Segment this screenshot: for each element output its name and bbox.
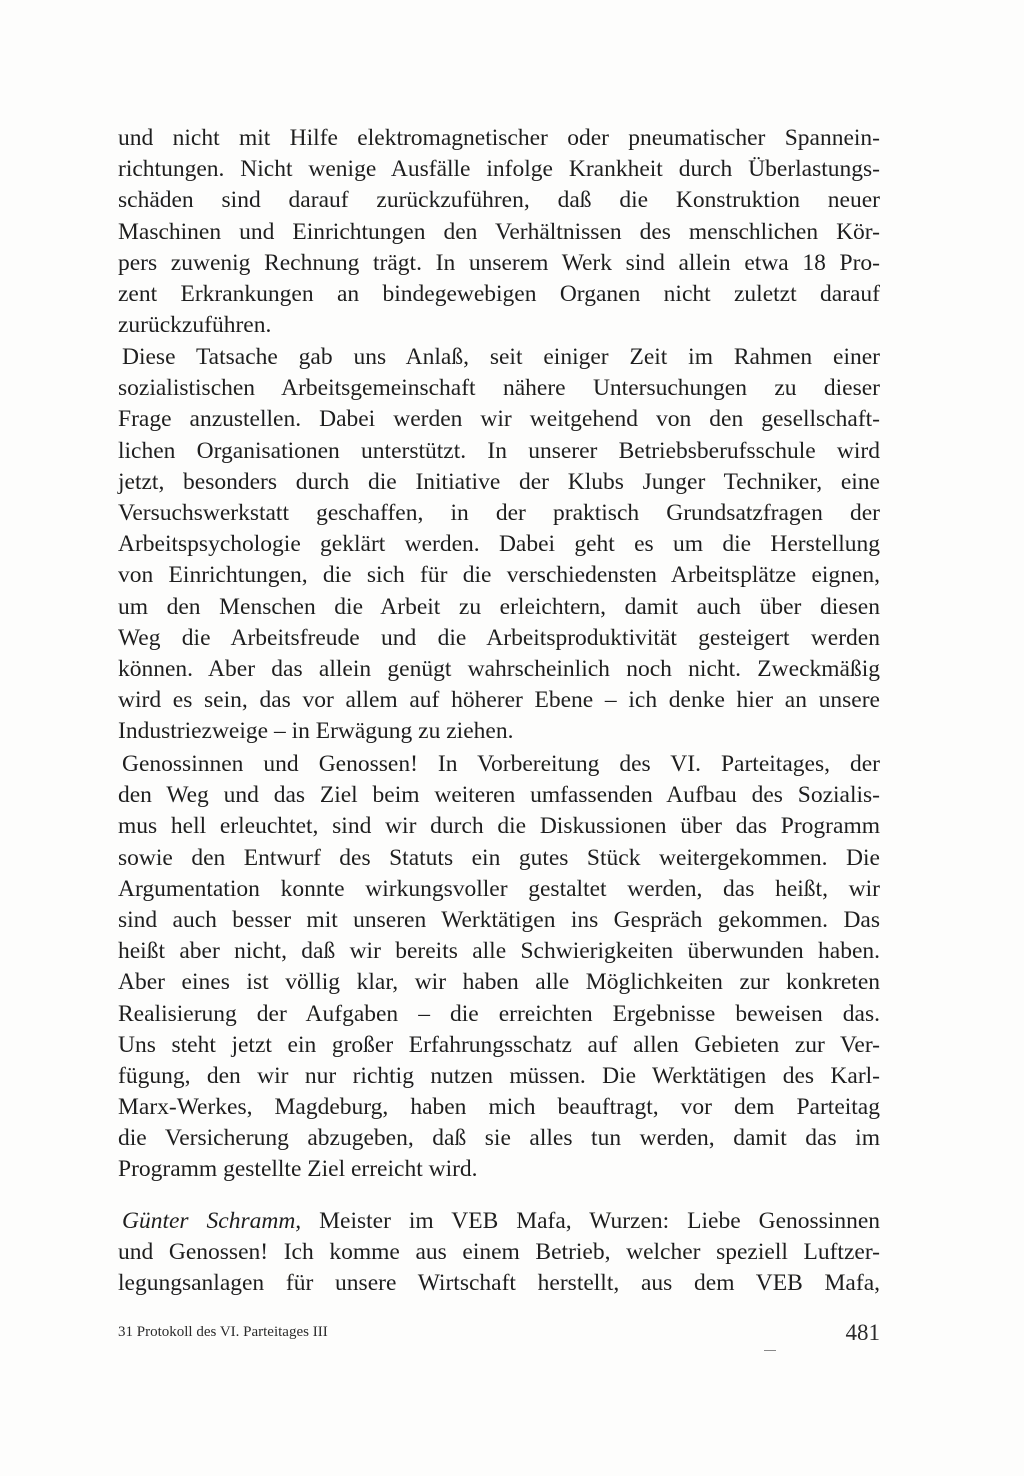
footer-signature: 31 Protokoll des VI. Parteitages III bbox=[118, 1324, 328, 1340]
text-line: Genossinnen und Genossen! In Vorbereitung des VI. Parteitages, der bbox=[122, 751, 880, 777]
text-line: den Weg und das Ziel beim weiteren umfassenden Aufbau des Sozialis- bbox=[118, 782, 880, 809]
text-line: Weg die Arbeitsfreude und die Arbeitsproduktivität gesteigert werden bbox=[118, 624, 880, 651]
text-line: Aber eines ist völlig klar, wir haben alle Möglichkeiten zur konkreten bbox=[118, 969, 880, 996]
text-line: Versuchswerkstatt geschaffen, in der praktisch Grundsatzfragen der bbox=[118, 499, 880, 526]
paragraph-1 bbox=[118, 123, 880, 341]
text-line: sind auch besser mit unseren Werktätigen ins Gespräch gekommen. Das bbox=[118, 906, 880, 933]
text-line: können. Aber das allein genügt wahrscheinlich noch nicht. Zweckmäßig bbox=[118, 655, 880, 682]
text-line: Diese Tatsache gab uns Anlaß, seit einiger Zeit im Rahmen einer bbox=[122, 344, 880, 370]
text-line: Realisierung der Aufgaben – die erreichten Ergebnisse beweisen das. bbox=[118, 1000, 880, 1027]
text-line: Marx-Werkes, Magdeburg, haben mich beauftragt, vor dem Parteitag bbox=[118, 1094, 880, 1121]
text-line: zent Erkrankungen an bindegewebigen Organen nicht zuletzt darauf bbox=[118, 280, 880, 307]
text-line: die Versicherung abzugeben, daß sie alles tun werden, damit das im bbox=[118, 1125, 880, 1152]
text-line: schäden sind darauf zurückzuführen, daß die Konstruktion neuer bbox=[118, 187, 880, 214]
text-line: mus hell erleuchtet, sind wir durch die Diskussionen über das Programm bbox=[118, 813, 880, 840]
speaker-name: Günter Schramm, bbox=[122, 1208, 302, 1234]
text-line: Maschinen und Einrichtungen den Verhältnissen des menschlichen Kör- bbox=[118, 218, 880, 245]
text-line: jetzt, besonders durch die Initiative der Klubs Junger Techniker, eine bbox=[118, 468, 880, 495]
text-line: lichen Organisationen unterstützt. In unserer Betriebsberufsschule wird bbox=[118, 437, 880, 464]
paragraph-3 bbox=[118, 749, 880, 1186]
text-line: legungsanlagen für unsere Wirtschaft herstellt, aus dem VEB Mafa, bbox=[118, 1270, 880, 1297]
speech-paragraph bbox=[118, 1206, 880, 1300]
text-line: und nicht mit Hilfe elektromagnetischer oder pneumatischer Spannein- bbox=[118, 125, 880, 151]
text-line: Argumentation konnte wirkungsvoller gestaltet werden, das heißt, wir bbox=[118, 875, 880, 902]
text-line: wird es sein, das vor allem auf höherer Ebene – ich denke hier an unsere bbox=[118, 687, 880, 714]
paragraph-2 bbox=[118, 342, 880, 747]
text-line: Programm gestellte Ziel erreicht wird. bbox=[118, 1156, 478, 1183]
scan-mark bbox=[764, 1350, 776, 1351]
text-line: fügung, den wir nur richtig nutzen müssen. Die Werktätigen des Karl- bbox=[118, 1062, 880, 1089]
text-line: sowie den Entwurf des Statuts ein gutes Stück weitergekommen. Die bbox=[118, 844, 880, 871]
text-line: pers zuwenig Rechnung trägt. In unserem Werk sind allein etwa 18 Pro- bbox=[118, 249, 880, 276]
page-footer bbox=[118, 1320, 880, 1352]
page-number: 481 bbox=[845, 1320, 880, 1345]
text-line: sozialistischen Arbeitsgemeinschaft nähere Untersuchungen zu dieser bbox=[118, 375, 880, 402]
speech-intro: Meister im VEB Mafa, Wurzen: Liebe Genossinnen bbox=[301, 1208, 880, 1234]
text-line: Frage anzustellen. Dabei werden wir weitgehend von den gesellschaft- bbox=[118, 406, 880, 433]
text-line: Industriezweige – in Erwägung zu ziehen. bbox=[118, 718, 514, 745]
text-line: heißt aber nicht, daß wir bereits alle Schwierigkeiten überwunden haben. bbox=[118, 938, 880, 965]
text-line: von Einrichtungen, die sich für die verschiedensten Arbeitsplätze eignen, bbox=[118, 562, 880, 589]
speech-first-line bbox=[118, 1206, 880, 1237]
text-line: zurückzuführen. bbox=[118, 312, 272, 339]
text-line: um den Menschen die Arbeit zu erleichtern, damit auch über diesen bbox=[118, 593, 880, 620]
text-line: und Genossen! Ich komme aus einem Betrieb, welcher speziell Luftzer- bbox=[118, 1239, 880, 1266]
text-line: Uns steht jetzt ein großer Erfahrungsschatz auf allen Gebieten zur Ver- bbox=[118, 1031, 880, 1058]
text-line: richtungen. Nicht wenige Ausfälle infolge Krankheit durch Überlastungs- bbox=[118, 156, 880, 183]
text-line: Arbeitspsychologie geklärt werden. Dabei geht es um die Herstellung bbox=[118, 531, 880, 558]
